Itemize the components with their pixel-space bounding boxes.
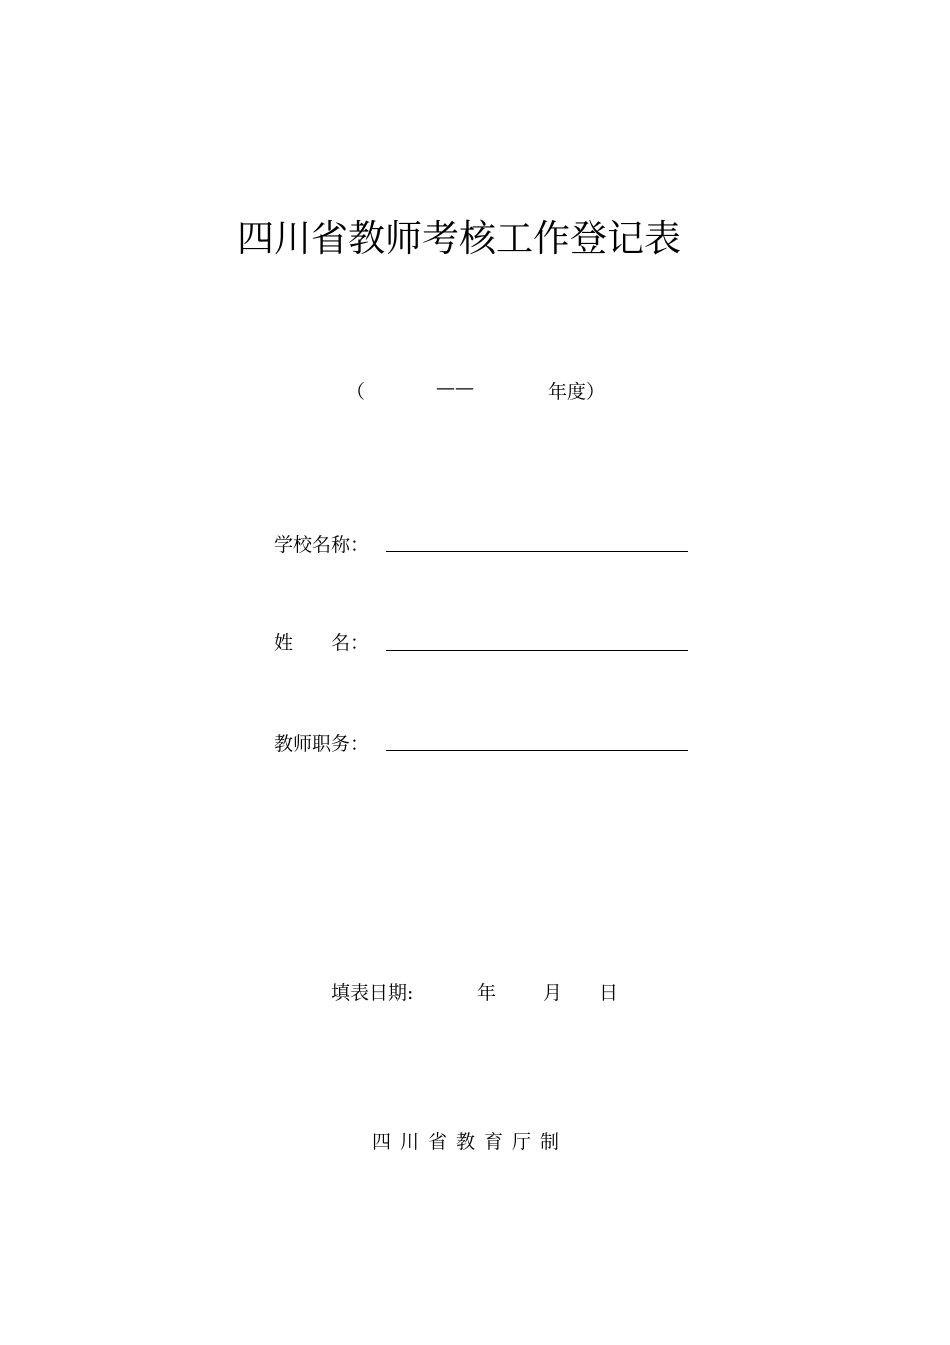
school-name-label: 学校名称： <box>274 534 370 556</box>
teacher-title-line[interactable] <box>386 750 688 751</box>
fill-date-label: 填表日期: <box>331 982 414 1004</box>
fill-date-day: 日 <box>599 982 619 1004</box>
fill-date-year: 年 <box>477 982 497 1004</box>
year-dash: —— <box>436 377 474 399</box>
school-name-line[interactable] <box>386 551 688 552</box>
issuer-footer: 四川省教育厅制 <box>371 1131 568 1153</box>
name-label: 姓 名： <box>274 632 370 654</box>
form-title: 四川省教师考核工作登记表 <box>237 217 681 260</box>
year-open-paren: （ <box>346 381 366 403</box>
fill-date-month: 月 <box>543 982 563 1004</box>
teacher-title-label: 教师职务： <box>274 733 370 755</box>
year-suffix: 年度） <box>548 381 606 403</box>
name-line[interactable] <box>386 650 688 651</box>
